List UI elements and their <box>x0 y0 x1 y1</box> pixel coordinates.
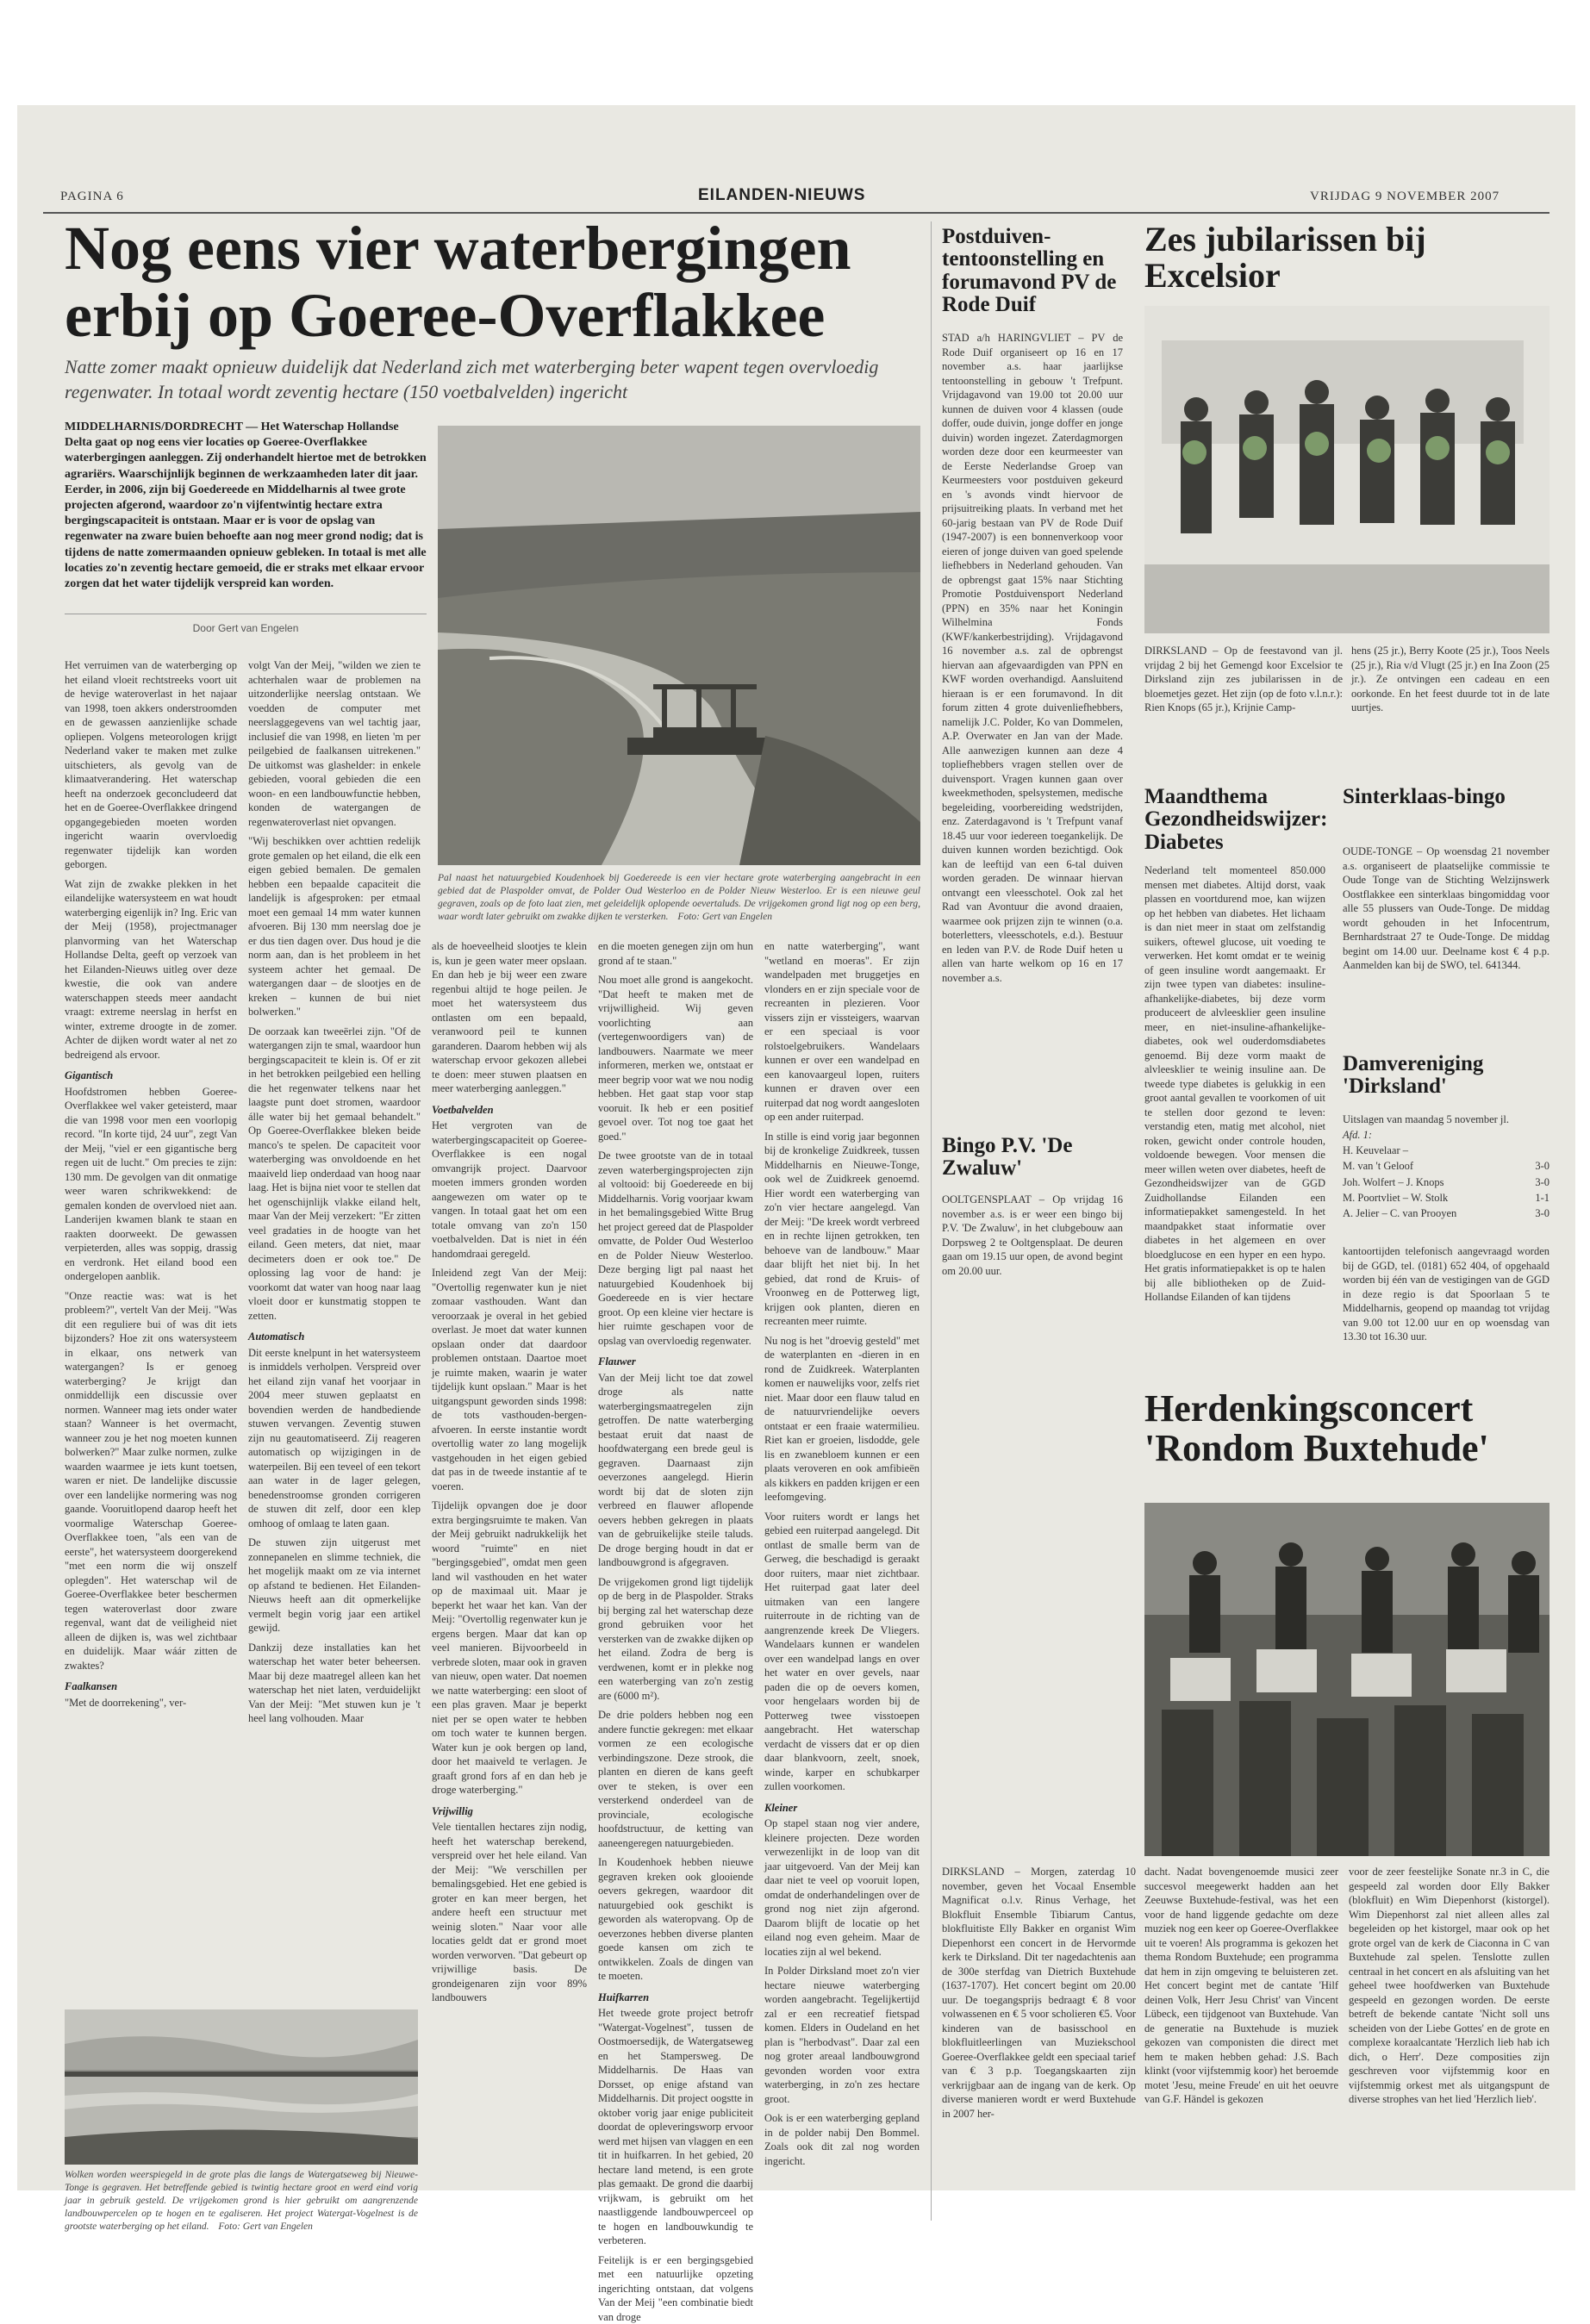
result-score: 1-1 <box>1535 1190 1549 1206</box>
col2-paragraph: De stuwen zijn uitgerust met zonnepanelen en slimme techniek, die het mogelijk maakt om ze via internet op afstand te bedienen. Het Eilanden-Nieuws heeft aan dit opmerkelijke vermelt begin vorig jaar een artikel gewijd. <box>248 1536 421 1636</box>
herdenking-text-b: dacht. Nadat bovengenoemde musici zeer succesvol meegewerkt hadden aan het Zeeuwse Buxtehude-festival, was het een voor de hand liggende gedachte om deze muziek nog een keer op Goeree-Overflakkee uit te voeren! Als programma is gekozen het thema Rondom Buxtehude; een programma dat hem in zijn omgeving te beluisteren zet. Het concert begint met de cantate 'Hilf deinen Volk, Herr Jesu Christ' van Vincent Lübeck, een tijdgenoot van Buxtehude. Van de generatie na Buxtehude is muziek gekozen van componisten die direct met hem te maken hebben gehad: J.S. Bach klinkt (voor vijfstemmig koor) het beroemde motet 'Jesu, meine Freude' en uit het oeuvre van G.F. Händel is gekozen <box>1144 1865 1338 2107</box>
bingo-text: OOLTGENSPLAAT – Op vrijdag 16 november a.s. is er weer een bingo bij P.V. 'De Zwaluw', in het clubgebouw aan Dorpsweg 2 te Ooltgensplaat. De deuren gaan om 19.15 uur open, de avond begint om 20.00 uur. <box>942 1193 1123 1278</box>
herdenking-body-b <box>1144 1865 1338 2218</box>
result-score: 3-0 <box>1535 1158 1549 1174</box>
col4-paragraph: De vrijgekomen grond ligt tijdelijk op de berg in de Plaspolder. Straks bij berging zal het waterschap deze grond gebruiken voor het versterken van de zwakke dijken op het eiland. Zodra de berg is verdwenen, komt er in plekke nog een waterberging van zo'n zestig are (6000 m²). <box>598 1575 753 1704</box>
result-match: M. Poortvliet – W. Stolk <box>1343 1190 1448 1206</box>
postduiven-body <box>942 331 1123 1124</box>
jubilarissen-title: Zes jubilarissen bij Excelsior <box>1144 221 1558 294</box>
herdenking-body-c <box>1349 1865 1549 2218</box>
col3-paragraph: als de hoeveelheid slootjes te klein is, kun je geen water meer opslaan. En dan heb je bij weer een zware regenbui altijd te hoge peilen. Je moet het watersysteem dus ontlasten om een bepaald, veranwoord peil te kunnen garanderen. Daarom hebben wij als waterschap ervoor gekozen allebei te doen: meer stuwen plaatsen en meer waterberging aanleggen." <box>432 939 587 1096</box>
result-row <box>1343 1174 1549 1190</box>
col5-paragraph: Nu nog is het "droevig gesteld" met de waterplanten en -dieren in en rond de Zuidkreek. Waterplanten komen er nauwelijks voor, zelfs riet niet. Maar door een flauw talud en de natuurvriendelijke oevers ontstaat er een fraaie watermilieu. Riet kan er groeien, lisdodde, gele lis en zwanebloem kunnen er een plaats veroveren en ook amfibieën als kikkers en padden krijgen er een leefomgeving. <box>764 1334 920 1505</box>
bingo-body <box>942 1193 1123 1352</box>
article-lead: MIDDELHARNIS/DORDRECHT — Het Waterschap Hollandse Delta gaat op nog eens vier locaties op Goeree-Overflakkee waterbergingen aanleggen. Zij onderhandelt hiertoe met de betrokken agrariërs. Waarschijnlijk beginnen de werkzaamheden later dit jaar. Eerder, in 2006, zijn bij Goedereede en Middelharnis al twee grote projecten afgerond, waardoor zo'n vijfentwintig hectare extra bergingscapaciteit is ontstaan. Maar er is voor de opslag van regenwater na zware buien behoefte aan nog meer grond nodig; dat is tijdens de natte zomermaanden opnieuw gebleken. In totaal is met alle locaties zo'n zeventig hectare gemoeid, die er straks met elkaar ervoor zorgen dat het water tijdelijk verspreid kan worden. <box>65 420 427 592</box>
col4-paragraph: Van der Meij licht toe dat zowel droge als natte waterbergingsmaatregelen zijn getroffen. De natte waterberging bestaat eruit dat naast de hoofdwatergang een brede geul is gegraven. Daarnaast zijn oeverzones aangelegd. Hierin wordt bij dat de sloten zijn verbreed en flauwer aflopende oevers hebben gekregen in plaats van de gebruikelijke steile taluds. De droge berging houdt in dat er landbouwgrond is afgegraven. <box>598 1371 753 1570</box>
page-number: PAGINA 6 <box>60 190 124 204</box>
maandthema-title: Maandthema Gezondheidswijzer: Diabetes <box>1144 786 1325 854</box>
col4-paragraph: en die moeten genegen zijn om hun grond af te staan." <box>598 939 753 968</box>
result-row <box>1343 1190 1549 1206</box>
sinterklaas-title: Sinterklaas-bingo <box>1343 786 1549 808</box>
result-match: A. Jelier – C. van Prooyen <box>1343 1206 1456 1221</box>
col3-paragraph: Vele tientallen hectares zijn nodig, heeft het waterschap berekend, verspreid over het hele eiland. Van der Meij: "We verschillen per bemalingsgebied. Het ene gebied is groter en kan meer bergen, het andere heeft een structuur met weinig sloten." Naar voor alle locaties geldt dat er grond moet worden verworven. "Dat gebeurt op vrijwillige basis. De grondeigenaren zijn voor 89% landbouwers <box>432 1820 587 2005</box>
subheading-vrijwillig: Vrijwillig <box>432 1804 587 1819</box>
jubilarissen-text-b: hens (25 jr.), Berry Koote (25 jr.), Toos Neels (25 jr.), Ria v/d Vlugt (25 jr.) en Ina Zoon (25 jr.). Ze ontvingen een cadeau en een oorkonde. En het feest duurde tot in de late uurtjes. <box>1351 644 1549 715</box>
col2-paragraph: Dankzij deze installaties kan het waterschap het water beter beheersen. Maar bij deze maatregel alleen kan het waterschap het niet laten, verduidelijkt Van der Meij: "Met stuwen kun je 't heel lang volhouden. Maar <box>248 1641 421 1726</box>
article-column-1 <box>65 658 237 1990</box>
subheading-faalkansen: Faalkansen <box>65 1679 237 1694</box>
col3-paragraph: Tijdelijk opvangen doe je door extra bergingsruimte te maken. Van der Meij gebruikt nadrukkelijk het woord "ruimte" en niet "bergingsgebied", omdat men geen land wil vasthouden en het water op de maximaal uit. Maar je beperkt het waar het kan. Van der Meij: "Overtollig regenwater kun je ergens bergen. Maar dat kan op veel manieren. Bijvoorbeeld in verbrede sloten, maar ook in graven van nieuw, open water. Dat noemen we natte waterberging: een sloot of een plas graven. Maar je beperkt niet per se open water te hebben om toch water te kunnen bergen. Water kun je ook bergen op land, door het maaiveld te verlagen. Je graaft grond fors af en dan heb je droge waterberging." <box>432 1498 587 1798</box>
col1-paragraph: Hoofdstromen hebben Goeree-Overflakkee wel vaker geteisterd, maar die van 1998 voor men een voorlopig record. "In korte tijd, 24 uur", zegt Van der Meij, "viel er een gigantische berg regen uit de lucht." Om precies te zijn: 130 mm. De gevolgen van dit onmatige weer waren schrikwekkend: de gemalen konden de overvloed niet aan. Landerijen kwamen blank te staan en raakten doorweekt. De gewassen verpieterden, alles was soppig, drassig en verdronk. Het eiland bood een ondergelopen aanblik. <box>65 1085 237 1284</box>
result-row <box>1343 1206 1549 1221</box>
choir-photo-illustration <box>1144 1503 1549 1856</box>
result-match: H. Keuvelaar – <box>1343 1143 1408 1158</box>
col1-paragraph: "Onze reactie was: wat is het probleem?", vertelt Van der Meij. "Was dit een reguliere bui of was dit iets bijzonders? Hoe zit ons watersysteem in elkaar, ons netwerk van watergangen? Is er genoeg waterberging? Je krijgt dan onmiddellijk een discussie over normen. Wanneer mag iets onder water staan? Wanneer is het overmacht, wanneer zou je het nog moeten kunnen bolwerken?" Maar zulke normen, zulke waarden waarmee je iets kunt toetsen, waren er niet. De landelijke discussie over een landelijke normering was nog gaande. Vooruitlopend daarop heeft het voormalige Waterschap Goeree-Overflakkee toen, "als een van de eerste", het watersysteem doorgerekend "met een norm die wij onszelf oplegden". Het waterschap wil de Goeree-Overflakkee beter beschermen tegen wateroverlast door zware regenval, want dat de veiligheid niet alleen de dijken is, was wel zichtbaar en duidelijk. Maar wáár zitten de zwaktes? <box>65 1289 237 1673</box>
result-row <box>1343 1158 1549 1174</box>
result-score: 3-0 <box>1535 1174 1549 1190</box>
jubilarissen-photo-illustration <box>1144 306 1549 633</box>
lake-photo-illustration <box>65 2009 418 2165</box>
col2-paragraph: "Wij beschikken over achttien redelijk grote gemalen op het eiland, die elk een eigen gebied bemalen. De gemalen hebben een bepaalde capaciteit die landelijk is afgesproken: per etmaal moet een gemaal 14 mm water kunnen afvoeren. Bij 130 mm neerslag doe je er dus tien dagen over. Dus houd je die norm aan, dan is het probleem in het systeem achter het gemaal. De watergangen daar – de slootjes en de kreken – kunnen de bui niet bolwerken." <box>248 834 421 1019</box>
col5-paragraph: en natte waterberging", want "wetland en moeras". Er zijn wandelpaden met bruggetjes en vlonders en er zijn speciale voor de recreanten in plezieren. Voor vissers zijn er vissteigers, waarvan er een speciaal is voor rolstoelgebruikers. Wandelaars kunnen er over een wandelpad en een kanovaargeul lopen, ruiters kunnen er draven over een ruiterpad dat nog wordt aangesloten op een ander ruiterpad. <box>764 939 920 1125</box>
subheading-gigantisch: Gigantisch <box>65 1069 237 1083</box>
herdenking-text-a: DIRKSLAND – Morgen, zaterdag 10 november, geven het Vocaal Ensemble Magnificat o.l.v. Rinus Verhage, het Blokfluit Ensemble Tibiarum Cantus, blokfluitiste Elly Bakker en organist Wim Diepenhorst een concert in de Hervormde kerk te Dirksland. Dit ter nagedachtenis aan de 300e sterfdag van Dietrich Buxtehude (1637-1707). Het concert begint om 20.00 uur. De toegangsprijs bedraagt € 8 voor volwassenen en € 5 voor scholieren €5. Voor kinderen van de basisschool en blokfluitleerlingen van Muziekschool Goeree-Overflakkee geldt een speciaal tarief van € 3 p.p. Toegangskaarten zijn verkrijgbaar aan de ingang van de kerk. Op diverse manieren wordt er werd Buxtehude in 2007 her- <box>942 1865 1136 2121</box>
herdenking-title: Herdenkingsconcert 'Rondom Buxtehude' <box>1144 1389 1549 1468</box>
maandthema-text: Nederland telt momenteel 850.000 mensen met diabetes. Altijd dorst, vaak plassen en voortdurend moe, kan wijzen op het hebben van diabetes. Het lichaam is dan niet meer in staat om zelfstandig suikers, oftewel glucose, uit voeding te verwerken. Het komt omdat er te weinig of geen insuline wordt aangemaakt. Er zijn twee typen van diabetes: insuline-afhankelijke-diabetes, bij deze vorm produceert de alvleesklier geen insuline meer, en niet-insuline-afhankelijke-diabetes, ook wel ouderdomsdiabetes genoemd. Bij deze vorm maakt de alvleesklier te weinig insuline aan. De tweede type diabetes is gelukkig in een groot aantal gevallen te voorkomen of uit te stellen door gezond te leven: verstandig eten, matig met alcohol, niet roken, gewicht onder controle houden, voldoende bewegen. Voor mensen die meer willen weten over diabetes, heeft de Gezondheidswijzer van de GGD Zuidhollandse Eilanden een informatiepakket samengesteld. In het maandpakket staat informatie over diabetes in het algemeen en over bloedglucose en een hyper en een hypo. Het gratis informatiepakket is op te halen bij alle bibliotheken op de Zuid-Hollandse Eilanden of kan tijdens <box>1144 863 1325 1305</box>
col4-paragraph: De twee grootste van de in totaal zeven waterbergingsprojecten zijn al voltooid: bij Goedereede en bij Middelharnis. Vorig voorjaar kwam in het bemalingsgebied Witte Brug het project gereed dat de Plaspolder omvatte, de Polder Oud Westerloo en de Polder Nieuw Westerloo. Deze berging ligt pal naast het natuurgebied Koudenhoek bij Goedereede en is vier hectare groot. Op een kleine vier hectare is hier ruimte geschapen voor de opslag van overvloedig regenwater. <box>598 1149 753 1348</box>
article-subtitle: Natte zomer maakt opnieuw duidelijk dat Nederland zich met waterberging beter wapent tegen overvloedig regenwater. In totaal wordt zeventig hectare (150 voetbalvelden) ingericht <box>65 355 918 404</box>
lake-photo-credit: Foto: Gert van Engelen <box>218 2221 313 2232</box>
col4-paragraph: De drie polders hebben nog een andere functie gekregen: met elkaar vormen ze een ecologische verbindingszone. Deze strook, die planten en dieren de kans geeft over te steken, is over een versterkend onderdeel van de provinciale, ecologische hoofdstructuur, de ketting van aaneengeregen natuurgebieden. <box>598 1708 753 1850</box>
col4-paragraph: In Koudenhoek hebben nieuwe gegraven kreken ook glooiende oevers gekregen, waardoor dit natuurgebied ook geschikt is geworden als wateropvang. Op de oeverzones hebben diverse planten goede kansen om zich te ontwikkelen. Zoals de dingen van te moeten. <box>598 1855 753 1984</box>
col5-paragraph: Op stapel staan nog vier andere, kleinere projecten. Deze worden verwezenlijkt in de loop van dit jaar uitgevoerd. Van der Meij kan daar niet te veel op vooruit lopen, omdat de onderhandelingen over de grond nog niet zijn afgerond. Daarom blijft de locatie op het eiland nog even geheim. Maar de locaties zijn al wel bekend. <box>764 1816 920 1959</box>
col4-paragraph: Nou moet alle grond is aangekocht. "Dat heeft te maken met de vrijwilligheid. Wij geven voorlichting aan (vertegenwoordigers van) de landbouwers. Naarmate we meer informeren, merken we, ontstaat er meer begrip voor wat we nou nodig hebben. Het gaat stap voor stap vooruit. Ik heb er een positief gevoel over. Tot nog toe gaat het goed." <box>598 973 753 1143</box>
newspaper-sheet <box>17 105 1575 2190</box>
lake-photo-caption-text: Wolken worden weerspiegeld in de grote plas die langs de Watergatseweg bij Nieuwe-Tonge is gegraven. Het betreffende gebied is twintig hectare groot en werd eind vorig jaar in gebruik gesteld. De vrijgekomen grond is hier gebruikt om aangrenzende landbouwpercelen op te hogen en te egaliseren. Het project Watergat-Vogelnest is de grootste waterberging op het eiland. <box>65 2170 418 2232</box>
damvereniging-title: Damvereniging 'Dirksland' <box>1343 1053 1549 1099</box>
damvereniging-afd: Afd. 1: <box>1343 1127 1549 1143</box>
byline: Door Gert van Engelen <box>65 622 427 634</box>
postduiven-text: STAD a/h HARINGVLIET – PV de Rode Duif organiseert op 16 en 17 november a.s. haar jaarlijkse tentoonstelling in gebouw 't Trefpunt. Vrijdagavond van 19.00 tot 20.00 uur kunnen de duiven voor 4 klassen (oude doffer, oude duivin, jonge doffer en jonge duivin) worden ingezet. Zaterdagmorgen worden deze door een keurmeester van de Eerste Nederlandse Groep van Keurmeesters voor postduiven gekeurd en 's avonds vindt hiervoor de prijsuitreiking plaats. In verband met het 60-jarig bestaan van PV de Rode Duif (1947-2007) is een bonnenverkoop voor eieren of jonge duiven van goed spelende liefhebbers in Nederland gehouden. Van de opbrengst gaat 15% naar Stichting Promotie Postduivensport Nederland (PPN) en 35% naar het Koningin Wilhelmina Fonds (KWF/kankerbestrijding). Vrijdagavond 16 november a.s. zal de opbrengst hiervan aan afgevaardigden van PPN en KWF worden overhandigd. Aansluitend hieraan is er een forumavond. In dit forum zitten 4 grote duivenliefhebbers, namelijk J.C. Polder, Ko van Dommelen, A.P. Overwater en Jan van der Made. Alle aanwezigen kunnen aan deze 4 topliefhebbers vragen stellen over de duivensport. Vragen kunnen gaan over kweekmethoden, spelsystemen, medische begeleiding, voorbereiding wedstrijden, enz. Zaterdagavond is 't Trefpunt vanaf 18.45 uur voor iedereen toegankelijk. De duiven kunnen worden bezichtigd. Ook kan de leeftijd van een 6-tal duiven worden geraden. De winnaar hiervan ontvangt een vleesschotel. Ook zal het Rad van Avontuur die avond draaien, waarmee ook prijzen zijn te winnen (o.a. boterletters, vleesschotels, e.d.). Bestuur en leden van P.V. de Rode Duif heten u allen van harte welkom op 16 en 17 november a.s. <box>942 331 1123 985</box>
result-match: M. van 't Geloof <box>1343 1158 1413 1174</box>
article-column-3 <box>432 939 587 2225</box>
maandthema-body <box>1144 863 1325 1346</box>
article-column-4 <box>598 939 753 2225</box>
ggd-tail-text: kantoortijden telefonisch aangevraagd worden bij de GGD, tel. (0181) 652 404, of opgehaald worden bij één van de vestigingen van de GGD in deze regio is dat Spoorlaan 5 te Middelharnis, geopend op maandag tot vrijdag van 9.00 tot 12.00 uur en op woensdag van 13.30 tot 16.30 uur. <box>1343 1244 1549 1344</box>
jubilarissen-body-a <box>1144 644 1343 738</box>
subheading-kleiner: Kleiner <box>764 1801 920 1816</box>
subheading-huifkarren: Huifkarren <box>598 1991 753 2005</box>
damvereniging-results <box>1343 1112 1549 1221</box>
result-score: 3-0 <box>1535 1206 1549 1221</box>
col2-paragraph: De oorzaak kan tweeërlei zijn. "Of de watergangen zijn te smal, waardoor hun bergingscapaciteit te klein is. Of er zit in het betrokken peilgebied een helling die het regenwater telkens naar het laagste punt doet stromen, waardoor álle water bij het gemaal behandelt." Op Goeree-Overflakkee bleken beide manco's te spelen. De capaciteit voor waterberging was onvoldoende en het maaiveld liep onderdaad van hoog naar laag. Het is bijna niet voor te stellen dat het ogenschijnlijk vlakke eiland helt, maar Van der Meij verzekert: "Er zitten veel gradaties in de hoogte van het eiland. Geen meters, dat niet, maar decimeters doen er ook toe." De oplossing lag voor de hand: je voorkomt dat water van hoog naar laag vloeit door er kunstmatig stoppen te zetten. <box>248 1025 421 1324</box>
ggd-tail <box>1343 1244 1549 1356</box>
lake-photo <box>65 2009 418 2165</box>
sluice-photo-caption-text: Pal naast het natuurgebied Koudenhoek bij Goedereede is een vier hectare grote waterberging aangebracht in een gebied dat de Plaspolder omvat, de Polder Oud Westerloo en de Polder Nieuw Westerloo. Er is een nieuwe geul gegraven, zoals op de foto laat zien, met geleidelijk oplopende oevertaluds. De vrijgekomen grond ligt nog op een berg, waar wordt later gebruikt om zwakke dijken te versterken. <box>438 873 920 922</box>
article-column-2 <box>248 658 421 1990</box>
sluice-photo-caption <box>438 872 920 924</box>
sinterklaas-body <box>1343 844 1549 1034</box>
col5-paragraph: Voor ruiters wordt er langs het gebied een ruiterpad aangelegd. Dit ontlast de smalle berm van de Gerweg, die beschadigd is geraakt door ruiters, maar niet zichtbaar. Het ruiterpad gaat later deel uitmaken van een langere ruiterroute in de richting van de aangrenzende kreek De Vliegers. Wandelaars kunnen er wandelen over een wandelpad langs en over het water en over gevels, naar paden die op de oevers komen, voor hengelaars worden bij de Potterweg twee visstoepen aangebracht. Het waterschap verdacht de vissers dat er op dien daar blankvoorn, zeelt, snoek, winde, karper en schubkarper zullen voorkomen. <box>764 1510 920 1794</box>
jubilarissen-body-b <box>1351 644 1549 738</box>
col1-paragraph: "Met de doorrekening", ver- <box>65 1696 237 1710</box>
subheading-voetbalvelden: Voetbalvelden <box>432 1103 587 1118</box>
col1-paragraph: Wat zijn de zwakke plekken in het eilandelijke watersysteem en wat houdt waterberging eigenlijk in? Ing. Eric van der Meij (1958), projectmanager planvorming van het Waterschap Hollandse Delta, geeft op verzoek van het Eilanden-Nieuws uitleg over deze kwestie, die ook van andere waterschappen steeds meer aandacht vraagt: extreme neerslag in herfst en winter, extreme droogte in de zomer. Achter de dijken wordt water al net zo bedreigend als ervoor. <box>65 877 237 1062</box>
col2-paragraph: volgt Van der Meij, "wilden we zien te achterhalen waar de problemen na uitzonderlijke neerslag ontstaan. We voedden de computer met neerslaggegevens van wel tachtig jaar, inclusief die van 1998, en lieten 'm per peilgebied de faalkansen uitrekenen." De uitkomst was glashelder: in enkele gebieden, vooral gebieden die een woon- en een landbouwfunctie hebben, konden de watergangen de regenwateroverlast niet opvangen. <box>248 658 421 829</box>
col1-paragraph: Het verruimen van de waterberging op het eiland vloeit rechtstreeks voort uit de hevige wateroverlast in het najaar van 1998, toen akkers onderstroomden en de gewassen aanzienlijke schade opliepen. Volgens meteorologen krijgt Nederland vaker te maken met zulke uitschieters, als gevolg van de klimaatverandering. Het waterschap heeft na onderzoek geconcludeerd dat het en de Goeree-Overflakkee dringend opgangegebieden moeten worden ingericht waarin overvloedig regenwater tijdelijk kan worden geborgen. <box>65 658 237 872</box>
col4-paragraph: Het tweede grote project betrofr "Watergat-Vogelnest", tussen de Oostmoersedijk, de Watergatseweg en het Stampersweg. De Middelharnis. De Haas van Dorsset, op enige afstand van Middelharnis. Dit project oogstte in oktober vorig jaar enige publiciteit doordat de opleveringsworp ervoor werd met hijsen van vlaggen en een tit in huifkarren. In het gebied, 20 hectare land metend, is een grote plas gemaakt. De grond die daarbij vrijkwam, is gebruikt om het naastliggende landbouwperceel op te hogen en landbouwkundig te verbeteren. <box>598 2006 753 2248</box>
result-match: Joh. Wolfert – J. Knops <box>1343 1174 1444 1190</box>
subheading-automatisch: Automatisch <box>248 1330 421 1344</box>
article-column-5 <box>764 939 920 2225</box>
col5-paragraph: Ook is er een waterberging gepland in de polder nabij Den Bommel. Zoals ook dit zal nog worden ingericht. <box>764 2111 920 2168</box>
herdenking-body-a <box>942 1865 1136 2218</box>
result-row <box>1343 1143 1549 1158</box>
col2-paragraph: Dit eerste knelpunt in het watersysteem is inmiddels verholpen. Verspreid over het eiland zijn vanaf het voorjaar in 2004 meer stuwen geplaatst en bovendien werden de handbediende stuwen vervangen. Zeventig stuwen zijn nu geautomatiseerd. Zij reageren automatisch op wijzigingen in de waterpeilen. Bij een teveel of een tekort aan water in de lager gelegen, benedenstroomse gronden corrigeren de stuwen dit zelf, door een klep omhoog of omlaag te laten gaan. <box>248 1346 421 1531</box>
jubilarissen-photo <box>1144 306 1549 633</box>
postduiven-title: Postduiven-tentoonstelling en forumavond PV de Rode Duif <box>942 226 1132 316</box>
masthead: EILANDEN-NIEUWS <box>698 186 865 205</box>
col5-paragraph: In stille is eind vorig jaar begonnen bij de kronkelige Zuidkreek, tussen Middelharnis en Nieuwe-Tonge, ook wel de Zuidkreek genoemd. Hier wordt een waterberging van zo'n vier hectare aangelegd. Van der Meij: "De kreek wordt verbreed en in rechte lijnen getrokken, ten behoeve van de landbouw." Maar daar blijft het niet bij. In het gebied, dat rond de Kruis- of Vroonweg en de Potterweg ligt, krijgen ook planten, dieren en recreanten meer ruimte. <box>764 1130 920 1329</box>
column-divider <box>931 221 932 2221</box>
sluice-photo-illustration <box>438 426 920 865</box>
sinterklaas-text: OUDE-TONGE – Op woensdag 21 november a.s. organiseert de plaatselijke commissie te Oude Tonge van de Stichting Welzijnswerk Oostflakkee een sinterklaas bingomiddag voor alle 55 plussers van Oude-Tonge. De middag wordt gehouden in het Infocentrum, Bernhardstraat 27 te Oude-Tonge. De middag begint om 14.00 uur. Deelname kost € 4 p.p. Aanmelden kan bij de SWO, tel. 641344. <box>1343 844 1549 973</box>
col3-paragraph: Het vergroten van de waterbergingscapaciteit op Goeree-Overflakkee is een nogal omvangrijk project. Daarvoor moeten immers gronden worden aangewezen om water op te vangen. In totaal gaat het om een totale omvang van zo'n 150 voetbalvelden. Dat is niet in één handomdraai geregeld. <box>432 1118 587 1261</box>
sluice-photo <box>438 426 920 865</box>
lake-photo-caption <box>65 2169 418 2234</box>
sluice-photo-credit: Foto: Gert van Engelen <box>677 912 772 922</box>
col4-paragraph: Feitelijk is er een bergingsgebied met een natuurlijke opzeting ingerichting ontstaan, dat volgens Van der Meij "een combinatie biedt van droge <box>598 2253 753 2324</box>
bingo-title: Bingo P.V. 'De Zwaluw' <box>942 1135 1123 1181</box>
col5-paragraph: In Polder Dirksland moet zo'n vier hectare nieuwe waterberging worden aangebracht. Tegelijkertijd zal er een recreatief fietspad komen. Elders in Oudeland en het plan is "herbodvast". Daar zal een nog groter areaal landbouwgrond gevonden worden voor extra waterberging, in zo'n zes hectare groot. <box>764 1964 920 2106</box>
col3-paragraph: Inleidend zegt Van der Meij: "Overtollig regenwater kun je niet zomaar vasthouden. Want dan veroorzaak je overal in het gebied overlast. Je moet dat water kunnen opslaan onder dat daardoor problemen ontstaan. Daartoe moet je ruimte maken, waarin je water tijdelijk kunt opslaan." Maar is het uitgangspunt geworden sinds 1998: de tots vasthouden-bergen-afvoeren. In eerste instantie wordt overtollig water zo lang mogelijk vastgehouden in het eigen gebied dat pas in de tweede instantie af te voeren. <box>432 1266 587 1493</box>
damvereniging-intro: Uitslagen van maandag 5 november jl. <box>1343 1112 1549 1127</box>
herdenking-text-c: voor de zeer feestelijke Sonate nr.3 in C, die gespeeld zal worden door Elly Bakker (blokfluit) en Wim Diepenhorst (kistorgel). Wim Diepenhorst zal niet alleen alles zal begeleiden op het kistorgel, maar ook op het grote orgel van de kerk de Ciaconna in C van Buxtehude zal spelen. Tenslotte zullen centraal in het concert en als afsluiting van het geheel twee hoofdwerken van Buxtehude gespeeld en gezongen worden. De eerste betreft de bekende cantate 'Nicht soll uns scheiden von der Liebe Gottes' en de grote en complexe koraalcantate 'Herzlich lieb hab ich dich, o Herr'. Deze composities zijn geschreven voor vijfstemmig koor en vijfstemmig orkest met als uitgangspunt de diverse strophes van het lied 'Herzlich lieb'. <box>1349 1865 1549 2107</box>
page-title: Nog eens vier waterbergingen erbij op Goeree-Overflakkee <box>65 215 926 350</box>
subheading-flauwer: Flauwer <box>598 1355 753 1369</box>
choir-photo <box>1144 1503 1549 1856</box>
jubilarissen-text-a: DIRKSLAND – Op de feestavond van jl. vrijdag 2 bij het Gemengd koor Excelsior te Dirksland zijn zes jubilarissen in de bloemetjes gezet. Het zijn (op de foto v.l.n.r.): Rien Knops (65 jr.), Krijnie Camp- <box>1144 644 1343 715</box>
issue-date: VRIJDAG 9 NOVEMBER 2007 <box>1310 190 1500 204</box>
